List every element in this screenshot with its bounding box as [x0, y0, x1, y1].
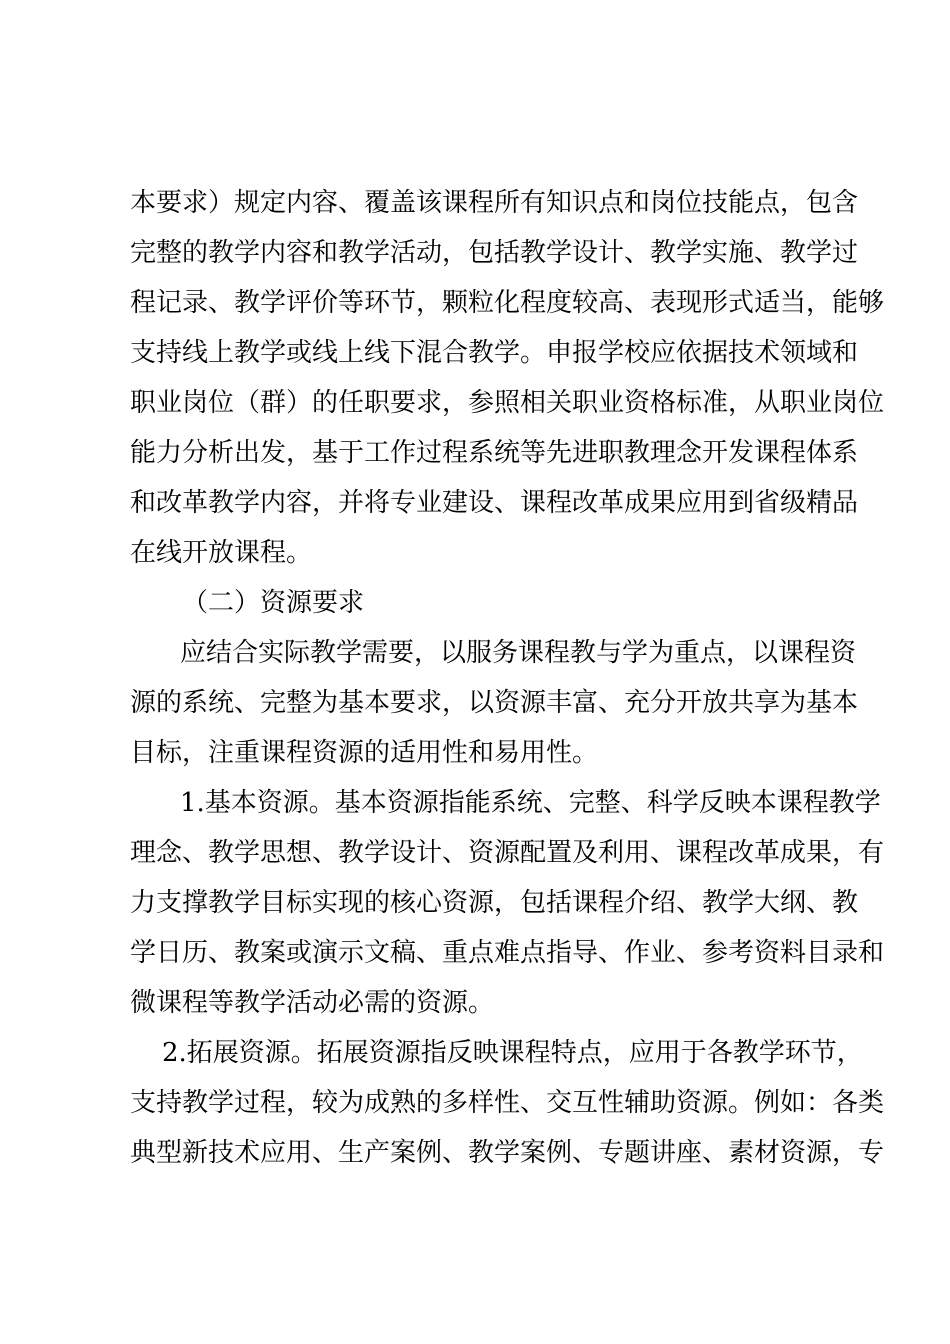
section-heading: （二）资源要求: [182, 588, 365, 618]
body-text-line: 支持教学过程，较为成熟的多样性、交互性辅助资源。例如：各类: [130, 1088, 885, 1118]
body-text-line: 应结合实际教学需要，以服务课程教与学为重点，以课程资: [180, 638, 857, 668]
body-text-line: 力支撑教学目标实现的核心资源，包括课程介绍、教学大纲、教: [130, 888, 859, 918]
body-text-line: 2.拓展资源。拓展资源指反映课程特点，应用于各教学环节，: [162, 1038, 863, 1068]
body-text-line: 微课程等教学活动必需的资源。: [130, 988, 495, 1018]
body-text-line: 源的系统、完整为基本要求，以资源丰富、充分开放共享为基本: [130, 688, 859, 718]
body-text-line: 和改革教学内容，并将专业建设、课程改革成果应用到省级精品: [130, 488, 859, 518]
body-text-line: 完整的教学内容和教学活动，包括教学设计、教学实施、教学过: [130, 238, 859, 268]
body-text-line: 程记录、教学评价等环节，颗粒化程度较高、表现形式适当，能够: [130, 288, 885, 318]
body-text-line: 职业岗位（群）的任职要求，参照相关职业资格标准，从职业岗位: [130, 388, 885, 418]
body-text-line: 典型新技术应用、生产案例、教学案例、专题讲座、素材资源，专: [130, 1138, 885, 1168]
body-text-line: 本要求）规定内容、覆盖该课程所有知识点和岗位技能点，包含: [130, 188, 859, 218]
body-text-line: 目标，注重课程资源的适用性和易用性。: [130, 738, 599, 768]
body-text-line: 支持线上教学或线上线下混合教学。申报学校应依据技术领域和: [130, 338, 859, 368]
body-text-line: 理念、教学思想、教学设计、资源配置及利用、课程改革成果，有: [130, 838, 885, 868]
body-text-line: 1.基本资源。基本资源指能系统、完整、科学反映本课程教学: [180, 788, 881, 818]
body-text-line: 能力分析出发，基于工作过程系统等先进职教理念开发课程体系: [130, 438, 859, 468]
body-text-line: 学日历、教案或演示文稿、重点难点指导、作业、参考资料目录和: [130, 938, 885, 968]
body-text-line: 在线开放课程。: [130, 538, 313, 568]
